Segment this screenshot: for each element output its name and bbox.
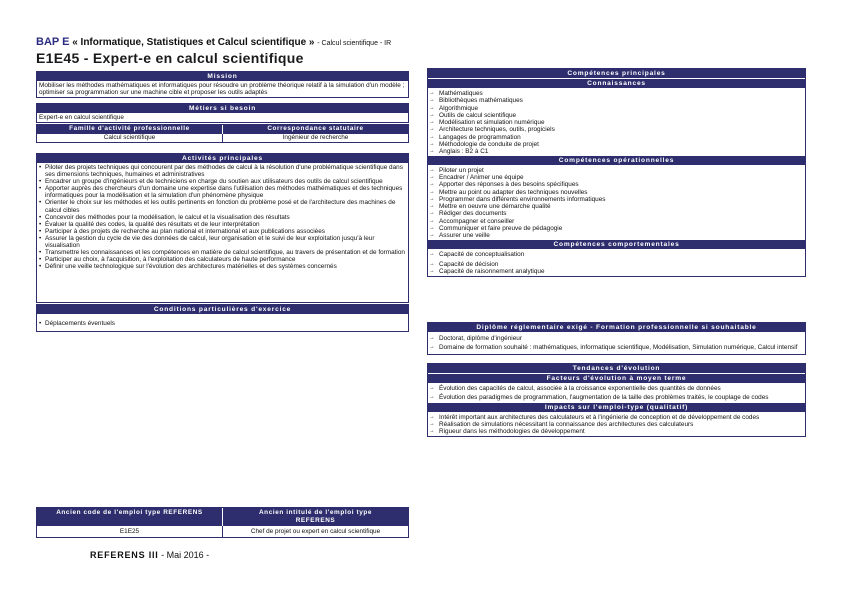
correspondance-value: Ingénieur de recherche — [222, 134, 408, 143]
ancien-referens-table — [36, 507, 409, 538]
list-item: → Méthodologie de conduite de projet — [439, 141, 803, 148]
metiers-header: Métiers si besoin — [37, 104, 408, 113]
list-item: → Assurer une veille — [439, 232, 803, 239]
list-item: → Architecture techniques, outils, progiciels — [439, 126, 803, 133]
bap-suffix: - Calcul scientifique - IR — [317, 40, 392, 47]
list-item: • Transmettre les connaissances et les compétences en matière de calcul scientifique, au travers de présentation et de formation — [45, 249, 406, 256]
list-item: → Piloter un projet — [439, 167, 803, 174]
conditions-header: Conditions particulières d'exercice — [37, 305, 408, 314]
diplome-header: Diplôme réglementaire exigé - Formation professionnelle si souhaitable — [428, 323, 805, 332]
impacts-list — [428, 412, 805, 437]
list-item: → Capacité de conceptualisation — [439, 251, 803, 258]
list-item: → Rigueur dans les méthodologies de développement — [439, 428, 803, 435]
facteurs-list — [428, 383, 805, 403]
list-item: → Évolution des paradigmes de programmation, l'augmentation de la taille des problèmes traités, le couplage de codes — [439, 394, 803, 401]
list-item: → Anglais : B2 à C1 — [439, 148, 803, 155]
list-item: • Participer à des projets de recherche au plan national et international et aux publications associées — [45, 228, 406, 235]
bap-code: BAP E — [36, 36, 70, 48]
list-item: • Concevoir des méthodes pour la modélisation, le calcul et la visualisation des résultats — [45, 214, 406, 221]
competences-box — [427, 68, 806, 277]
list-item: → Algorithmique — [439, 105, 803, 112]
list-item: → Programmer dans différents environnements informatiques — [439, 196, 803, 203]
list-item: → Intérêt important aux architectures des calculateurs et à l'ingénierie de conception et de développement de codes — [439, 414, 803, 421]
famille-correspondance-table — [36, 124, 409, 143]
tendances-header: Tendances d'évolution — [428, 364, 805, 373]
ancien-code-value: E1E25 — [119, 528, 140, 535]
list-item: → Communiquer et faire preuve de pédagogie — [439, 225, 803, 232]
list-item: → Bibliothèques mathématiques — [439, 97, 803, 104]
mission-header: Mission — [37, 72, 408, 81]
tendances-box — [427, 363, 806, 437]
mission-box — [36, 71, 409, 98]
list-item: → Outils de calcul scientifique — [439, 112, 803, 119]
list-item: • Déplacements éventuels — [45, 320, 406, 327]
list-item: → Capacité de raisonnement analytique — [439, 268, 803, 275]
connaissances-header: Connaissances — [428, 78, 805, 88]
impacts-header: Impacts sur l'emploi-type (qualitatif) — [428, 403, 805, 412]
mission-text: Mobiliser les méthodes mathématiques et informatiques pour résoudre un problème théorique relatif à la simulation d'un modèle ; optimiser sa programmation sur une machine cible et proposer les outils adaptés — [39, 82, 405, 97]
list-item: → Mettre en oeuvre une démarche qualité — [439, 203, 803, 210]
list-item: • Encadrer un groupe d'ingénieurs et de techniciens en charge du soutien aux utilisateurs des outils de calcul scientifique — [45, 178, 406, 185]
comportementales-list — [428, 249, 805, 276]
famille-header: Famille d'activité professionnelle — [37, 125, 222, 134]
operationnelles-list — [428, 165, 805, 240]
list-item: • Définir une veille technologique sur l'évolution des architectures matérielles et des systèmes concernés — [45, 263, 406, 270]
page-footer — [90, 550, 209, 560]
list-item: → Langages de programmation — [439, 134, 803, 141]
job-title: E1E45 - Expert-e en calcul scientifique — [36, 50, 304, 66]
list-item: → Doctorat, diplôme d'ingénieur — [439, 335, 803, 342]
bap-heading — [36, 36, 391, 48]
list-item: → Mathématiques — [439, 90, 803, 97]
list-item: → Apporter des réponses à des besoins spécifiques — [439, 181, 803, 188]
footer-date: - Mai 2016 - — [161, 550, 210, 560]
ancien-intitule-header: Ancien intitulé de l'emploi type REFERENS — [222, 508, 408, 526]
list-item: → Modélisation et simulation numérique — [439, 119, 803, 126]
list-item: → Domaine de formation souhaité : mathématiques, informatique scientifique, Modélisation, Simulation numérique, Calcul intensif — [439, 344, 803, 351]
famille-value: Calcul scientifique — [103, 133, 156, 141]
list-item: • Piloter des projets techniques qui concourent par des méthodes de calcul à la résolution d'une problématique scientifique dans ses dimensions techniques, humaines et administratives — [45, 164, 406, 178]
diplome-box — [427, 322, 806, 355]
comportementales-header: Compétences comportementales — [428, 240, 805, 249]
ancien-intitule-value: Chef de projet ou expert en calcul scientifique — [222, 526, 408, 537]
bap-title: « Informatique, Statistiques et Calcul scientifique » — [72, 37, 315, 48]
diplome-list — [428, 332, 805, 354]
connaissances-list — [428, 88, 805, 156]
list-item: • Participer au choix, à l'acquisition, à l'exploitation des calculateurs de haute performance — [45, 256, 406, 263]
conditions-box — [36, 304, 409, 332]
footer-brand: REFERENS III — [90, 550, 159, 560]
list-item: → Réalisation de simulations nécessitant la connaissance des architectures des calculateurs — [439, 421, 803, 428]
competences-header: Compétences principales — [428, 69, 805, 78]
activites-header: Activités principales — [37, 154, 408, 163]
metiers-box — [36, 103, 409, 123]
list-item: → Encadrer / Animer une équipe — [439, 174, 803, 181]
list-item: • Évaluer la qualité des codes, la qualité des résultats et de leur interprétation — [45, 221, 406, 228]
facteurs-header: Facteurs d'évolution à moyen terme — [428, 373, 805, 383]
activites-box — [36, 153, 409, 303]
list-item: • Apporter auprès des chercheurs d'un domaine une expertise dans l'utilisation des méthodes mathématiques et des techniques informatiques pour la modélisation et la simulation d'un phénomène physique — [45, 185, 406, 199]
list-item: • Orienter le choix sur les méthodes et les outils pertinents en fonction du problème posé et de l'architecture des machines de calcul cibles — [45, 199, 406, 213]
list-item: → Capacité de décision — [439, 261, 803, 268]
activites-list — [37, 163, 408, 270]
correspondance-header: Correspondance statutaire — [222, 125, 408, 134]
list-item: → Rédiger des documents — [439, 210, 803, 217]
metiers-text: Expert-e en calcul scientifique — [39, 114, 124, 121]
list-item: • Assurer la gestion du cycle de vie des données de calcul, leur organisation et le suivi de leur exploitation jusqu'à leur visualisation — [45, 235, 406, 249]
list-item: → Mettre au point ou adapter des techniques nouvelles — [439, 189, 803, 196]
list-item: → Accompagner et conseiller — [439, 218, 803, 225]
conditions-list — [37, 314, 408, 327]
operationnelles-header: Compétences opérationnelles — [428, 156, 805, 165]
list-item: → Évolution des capacités de calcul, associée à la croissance exponentielle des quantités de données — [439, 385, 803, 392]
ancien-code-header: Ancien code de l'emploi type REFERENS — [37, 508, 222, 526]
